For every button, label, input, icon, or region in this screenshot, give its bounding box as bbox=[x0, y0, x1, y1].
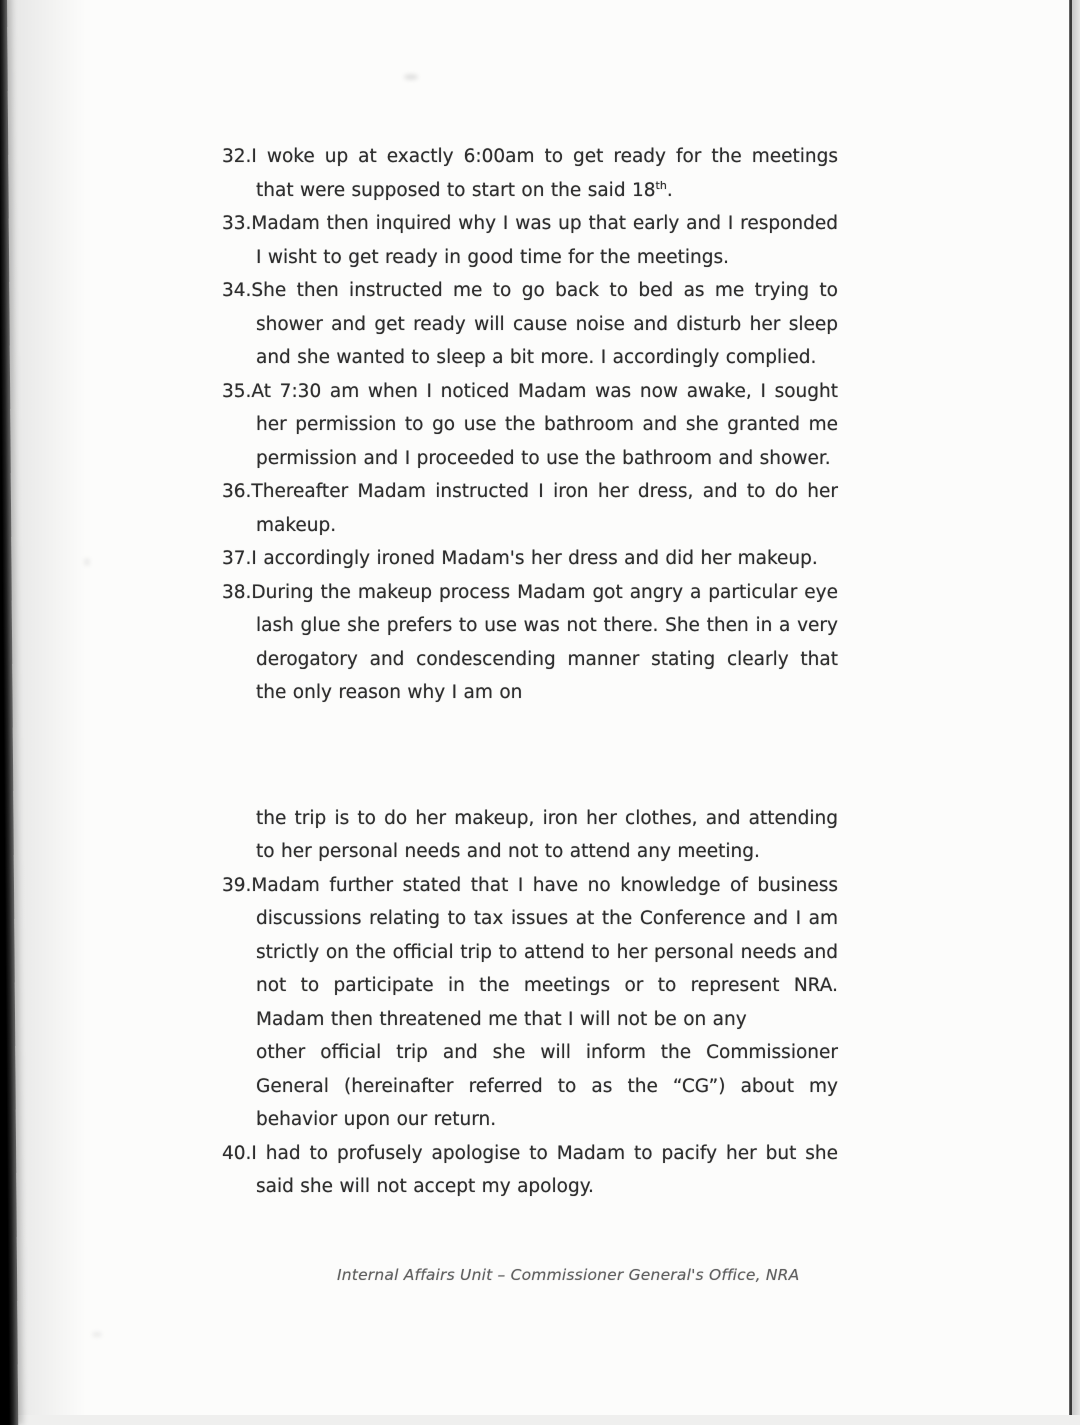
paragraph-text: . bbox=[666, 179, 673, 201]
paragraph-32 bbox=[222, 140, 838, 207]
paragraph-text: the trip is to do her makeup, iron her clothes, and attending to her personal needs and not to attend any meeting. bbox=[256, 807, 838, 862]
paragraph-39 bbox=[222, 869, 838, 1037]
paragraph-number: 38. bbox=[222, 581, 252, 603]
document-body bbox=[222, 140, 838, 1204]
paragraph-number: 39. bbox=[222, 874, 252, 896]
paragraph-number: 32. bbox=[222, 146, 252, 167]
paragraph-text: She then instructed me to go back to bed as me trying to shower and get ready will cause noise and disturb her sleep and she wanted to sleep a bit more. I accordingly complied. bbox=[251, 280, 838, 368]
right-scan-margin bbox=[1072, 0, 1080, 1415]
right-scan-edge-line bbox=[1069, 0, 1072, 1415]
paragraph-33 bbox=[222, 207, 838, 274]
page-footer: Internal Affairs Unit – Commissioner General's Office, NRA bbox=[337, 1266, 800, 1284]
scan-smudge bbox=[92, 1332, 102, 1337]
paragraph-38 bbox=[222, 576, 838, 710]
paragraph-number: 34. bbox=[222, 280, 252, 301]
paragraph-number: 36. bbox=[222, 481, 252, 502]
paragraph-number: 35. bbox=[222, 380, 252, 402]
paragraph-34 bbox=[222, 274, 838, 375]
paragraph-39-continuation bbox=[222, 1036, 838, 1137]
scan-smudge bbox=[84, 558, 90, 566]
paragraph-37 bbox=[222, 542, 838, 576]
paragraph-35 bbox=[222, 375, 838, 476]
paragraph-text: During the makeup process Madam got angry a particular eye lash glue she prefers to use was not there. She then in a very derogatory and condescending manner stating clearly that the only reason why I am on bbox=[251, 581, 838, 703]
paragraph-text: Thereafter Madam instructed I iron her dress, and to do her makeup. bbox=[251, 481, 838, 536]
paragraph-number: 40. bbox=[222, 1142, 252, 1164]
paragraph-text: I had to profusely apologise to Madam to pacify her but she said she will not accept my apology. bbox=[251, 1142, 838, 1197]
paragraph-36 bbox=[222, 475, 838, 542]
left-scan-shading bbox=[6, 0, 86, 1415]
paragraph-number: 37. bbox=[222, 548, 252, 569]
paragraph-number: 33. bbox=[222, 213, 252, 234]
paragraph-text: I accordingly ironed Madam's her dress and did her makeup. bbox=[251, 548, 818, 569]
paragraph-text: At 7:30 am when I noticed Madam was now awake, I sought her permission to go use the bathroom and she granted me permission and I proceeded to use the bathroom and shower. bbox=[251, 380, 838, 469]
paragraph-text: Madam then inquired why I was up that early and I responded I wisht to get ready in good time for the meetings. bbox=[251, 213, 838, 268]
paragraph-text: Madam further stated that I have no knowledge of business discussions relating to tax issues at the Conference and I am strictly on the official trip to attend to her personal needs and not to participate in the meetings or to represent NRA. Madam then threatened me that I will not be on any bbox=[251, 874, 838, 1030]
scan-smudge bbox=[404, 74, 418, 80]
paragraph-38-continuation bbox=[222, 802, 838, 869]
ordinal-superscript: th bbox=[655, 178, 667, 192]
paragraph-text: other official trip and she will inform the Commissioner General (hereinafter referred to as the “CG”) about my behavior upon our return. bbox=[256, 1042, 838, 1130]
paragraph-40 bbox=[222, 1137, 838, 1204]
paragraph-text: I woke up at exactly 6:00am to get ready for the meetings that were supposed to start on the said 18 bbox=[251, 146, 838, 201]
